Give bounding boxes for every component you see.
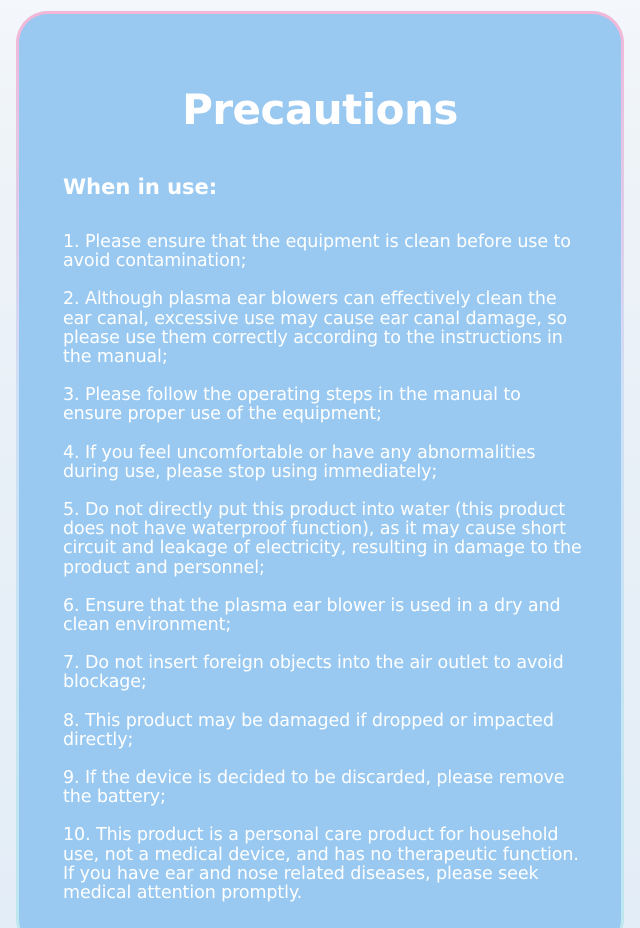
list-item: 3. Please follow the operating steps in the manual to ensure proper use of the equipment; [63, 385, 521, 425]
list-item: 6. Ensure that the plasma ear blower is used in a dry and clean environment; [63, 595, 561, 636]
list-item: 5. Do not directly put this product into water (this product does not have waterproof function), as it may cause short circuit and leakage of electricity, resulting in damage to the product and personnel; [63, 500, 582, 578]
precautions-list [63, 233, 583, 922]
list-item: 9. If the device is decided to be discarded, please remove the battery; [63, 768, 565, 808]
page-title: Precautions [182, 85, 458, 134]
list-item: 8. This product may be damaged if dropped or impacted directly; [63, 710, 554, 750]
section-subtitle: When in use: [63, 175, 218, 199]
list-item: 2. Although plasma ear blowers can effectively clean the ear canal, excessive use may cause ear canal damage, so please use them correctly according to the instructions in the manual; [63, 289, 567, 368]
list-item: 10. This product is a personal care product for household use, not a medical device, and has no therapeutic function. If you have ear and nose related diseases, please seek medical attention promptly. [63, 825, 579, 904]
list-item: 7. Do not insert foreign objects into the air outlet to avoid blockage; [63, 653, 564, 693]
list-item: 4. If you feel uncomfortable or have any abnormalities during use, please stop using immediately; [63, 442, 536, 482]
list-item: 1. Please ensure that the equipment is clean before use to avoid contamination; [63, 232, 571, 272]
